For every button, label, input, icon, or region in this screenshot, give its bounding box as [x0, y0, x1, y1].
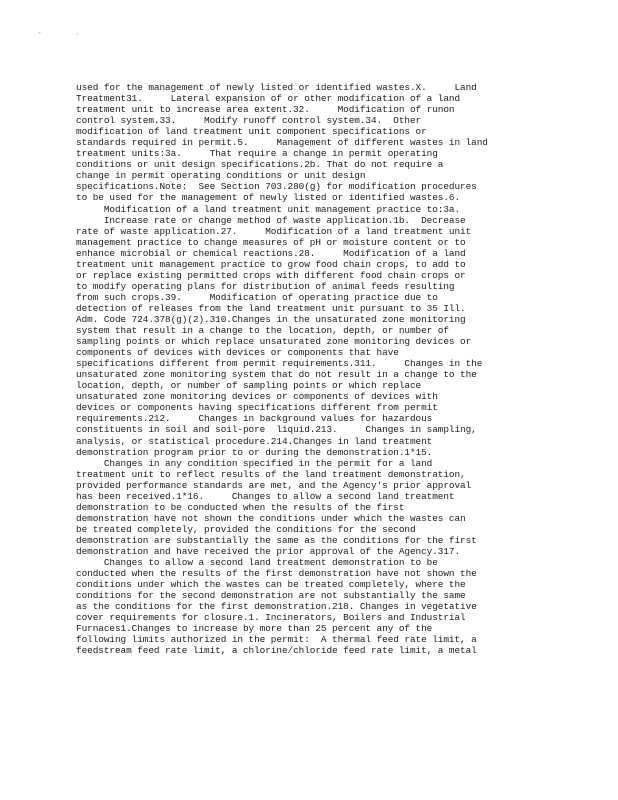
text-line: treatment unit management practice to grow food chain crops, to add to — [76, 258, 466, 270]
text-line: specifications different from permit requirements.311. Changes in the — [76, 358, 483, 370]
text-line: provided performance standards are met, and the Agency's prior approval — [76, 479, 472, 491]
text-line: management practice to change measures of pH or moisture content or to — [76, 236, 466, 248]
text-line: feedstream feed rate limit, a chlorine/chloride feed rate limit, a metal — [76, 645, 477, 657]
text-line: Increase rate or change method of waste application.1b. Decrease — [76, 214, 466, 226]
text-line: be treated completely, provided the conditions for the second — [76, 523, 416, 535]
text-line: specifications.Note: See Section 703.280(g) for modification procedures — [76, 181, 477, 193]
text-line: following limits authorized in the permit: A thermal feed rate limit, a — [76, 634, 477, 646]
text-line: to be used for the management of newly listed or identified wastes.6. — [76, 192, 461, 204]
text-line: components of devices with devices or components that have — [76, 347, 399, 359]
text-line: conditions or unit design specifications.2b. That do not require a — [76, 159, 444, 171]
text-line: from such crops.39. Modification of operating practice due to — [76, 291, 438, 303]
text-line: conducted when the results of the first demonstration have not shown the — [76, 568, 477, 580]
text-line: constituents in soil and soil-pore liquid.213. Changes in sampling, — [76, 424, 477, 436]
text-line: standards required in permit.5. Management of different wastes in land — [76, 137, 488, 149]
text-line: location, depth, or number of sampling points or which replace — [76, 380, 422, 392]
text-line: unsaturated zone monitoring system that do not result in a change to the — [76, 369, 477, 381]
text-line: demonstration to be conducted when the results of the first — [76, 501, 405, 513]
text-line: has been received.1*16. Changes to allow a second land treatment — [76, 490, 455, 502]
text-line: unsaturated zone monitoring devices or components of devices with — [76, 391, 438, 403]
text-line: system that result in a change to the location, depth, or number of — [76, 325, 449, 337]
scan-speck-dot: · — [76, 30, 79, 39]
text-line: demonstration and have received the prior approval of the Agency.317. — [76, 545, 461, 557]
text-line: requirements.212. Changes in background values for hazardous — [76, 413, 433, 425]
text-line: devices or components having specifications different from permit — [76, 402, 438, 414]
text-line: analysis, or statistical procedure.214.Changes in land treatment — [76, 435, 433, 447]
text-line: treatment unit to increase area extent.32. Modification of runon — [76, 104, 455, 116]
text-line: or replace existing permitted crops with different food chain crops or — [76, 269, 466, 281]
text-line: control system.33. Modify runoff control system.34. Other — [76, 115, 422, 127]
text-line: sampling points or which replace unsaturated zone monitoring devices or — [76, 336, 472, 348]
text-line: conditions under which the wastes can be treated completely, where the — [76, 579, 466, 591]
text-line: conditions for the second demonstration are not substantially the same — [76, 590, 466, 602]
text-line: demonstration have not shown the conditions under which the wastes can — [76, 512, 466, 524]
text-line: enhance microbial or chemical reactions.28. Modification of a land — [76, 247, 466, 259]
text-line: used for the management of newly listed or identified wastes.X. Land — [76, 82, 477, 93]
text-line: demonstration are substantially the same as the conditions for the first — [76, 534, 477, 546]
text-line: as the conditions for the first demonstration.218. Changes in vegetative — [76, 601, 477, 613]
text-line: Adm. Code 724.378(g)(2).310.Changes in the unsaturated zone monitoring — [76, 313, 466, 325]
text-line: rate of waste application.27. Modification of a land treatment unit — [76, 225, 472, 237]
text-line: change in permit operating conditions or unit design — [76, 170, 366, 182]
text-line: demonstration program prior to or during the demonstration.1*15. — [76, 446, 433, 458]
text-line: cover requirements for closure.1. Incinerators, Boilers and Industrial — [76, 612, 466, 624]
text-line: treatment units:3a. That require a change in permit operating — [76, 148, 438, 160]
text-line: Treatment31. Lateral expansion of or other modification of a land — [76, 93, 461, 105]
text-line: Furnaces1.Changes to increase by more than 25 percent any of the — [76, 623, 433, 635]
text-line: to modify operating plans for distribution of animal feeds resulting — [76, 280, 455, 292]
scan-speck-mark: - — [38, 28, 41, 37]
text-line: treatment unit to reflect results of the land treatment demonstration, — [76, 468, 466, 480]
text-line: modification of land treatment unit component specifications or — [76, 126, 427, 138]
text-line: Modification of a land treatment unit management practice to:3a. — [76, 203, 461, 215]
text-line: Changes in any condition specified in the permit for a land — [76, 457, 433, 469]
text-line: Changes to allow a second land treatment demonstration to be — [76, 557, 438, 569]
text-line: detection of releases from the land treatment unit pursuant to 35 Ill. — [76, 302, 466, 314]
body-text — [76, 82, 546, 656]
